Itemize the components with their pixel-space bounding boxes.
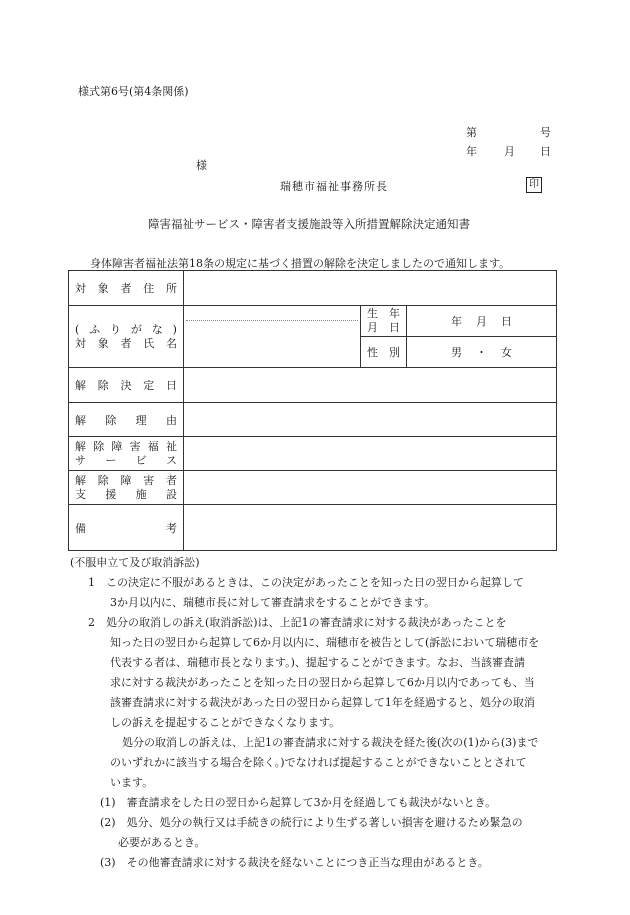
note-item-2-cont: 知った日の翌日から起算して6か月以内に、瑞穂市を被告として(訴訟において瑞穂市を [110,636,540,649]
note-item-1: 1 この決定に不服があるときは、この決定があったことを知った日の翌日から起算して [88,576,524,589]
reason-field[interactable] [184,403,557,437]
subject-name-label: 対 象 者 氏 名 [75,336,177,350]
note-item-2-cont: 代表する者は、瑞穂市長となります。)、提起することができます。なお、当該審査請 [110,656,526,669]
address-label: 対 象 者 住 所 [69,271,184,306]
release-date-row [69,368,557,403]
note-item-2-cont: 求に対する裁決があったことを知った日の翌日から起算して6か月以内であっても、当 [110,676,535,689]
remarks-field[interactable] [184,505,557,551]
reason-row [69,403,557,437]
furigana-label: ( ふ り が な ) [75,322,177,336]
note-item-1-cont: 3か月以内に、瑞穂市長に対して審査請求をすることができます。 [110,596,436,609]
note-sub-item-3: (3) その他審査請求に対する裁決を経ないことにつき正当な理由があるとき。 [100,856,489,869]
issuer-name: 瑞穂市福祉事務所長 [280,180,388,193]
note-paragraph-cont: のいずれかに該当する場合を除く。)でなければ提起することができないこととされて [110,756,527,769]
lead-text: 身体障害者福祉法第18条の規定に基づく措置の解除を決定しましたので通知します。 [90,257,511,270]
note-item-2: 2 処分の取消しの訴え(取消訴訟)は、上記1の審査請求に対する裁決があったことを [88,616,507,629]
remarks-row [69,505,557,551]
dob-label: 生 年 月 日 [361,306,407,337]
note-item-2-cont: しの訴えを提起することができなくなります。 [110,716,341,729]
service-row [69,437,557,471]
dob-field[interactable]: 年 月 日 [407,306,557,337]
facility-row [69,471,557,505]
date-year-label: 年 [466,145,477,158]
service-label: 解 除 障 害 福 祉 サ ー ビ ス [69,437,184,471]
date-month-label: 月 [504,145,515,158]
reason-label: 解 除 理 由 [69,403,184,437]
release-date-label: 解 除 決 定 日 [69,368,184,403]
sex-field[interactable]: 男 ・ 女 [407,337,557,368]
service-field[interactable] [184,437,557,471]
facility-label: 解 除 障 害 者 支 援 施 設 [69,471,184,505]
note-sub-item-2: (2) 処分、処分の執行又は手続きの続行により生ずる著しい損害を避けるため緊急の [100,816,523,829]
note-item-2-cont: 該審査請求に対する裁決があった日の翌日から起算して1年を経過すると、処分の取消 [110,696,535,709]
remarks-label: 備 考 [69,505,184,551]
addressee-suffix: 様 [196,159,207,172]
seal-mark: 印 [526,177,542,193]
furigana-divider [186,320,358,321]
address-row [69,271,557,306]
name-row-top [69,306,557,337]
note-sub-item-2-cont: 必要があるとき。 [118,836,206,849]
address-field[interactable] [184,271,557,306]
notes-heading: (不服申立て及び取消訴訟) [70,556,200,569]
name-field[interactable] [184,306,361,368]
note-paragraph-cont: います。 [110,776,154,789]
number-label-prefix: 第 [466,126,477,139]
note-sub-item-1: (1) 審査請求をした日の翌日から起算して3か月を経過しても裁決がないとき。 [100,796,497,809]
notice-form-table [68,270,557,551]
name-label [69,306,184,368]
form-number: 様式第6号(第4条関係) [78,85,189,98]
document-title: 障害福祉サービス・障害者支援施設等入所措置解除決定通知書 [148,217,470,231]
release-date-field[interactable] [184,368,557,403]
appeal-notes [70,553,570,873]
sex-label: 性 別 [361,337,407,368]
number-label-suffix: 号 [540,126,551,139]
date-day-label: 日 [540,145,551,158]
facility-field[interactable] [184,471,557,505]
note-paragraph: 処分の取消しの訴えは、上記1の審査請求に対する裁決を経た後(次の(1)から(3)まで [122,736,539,749]
